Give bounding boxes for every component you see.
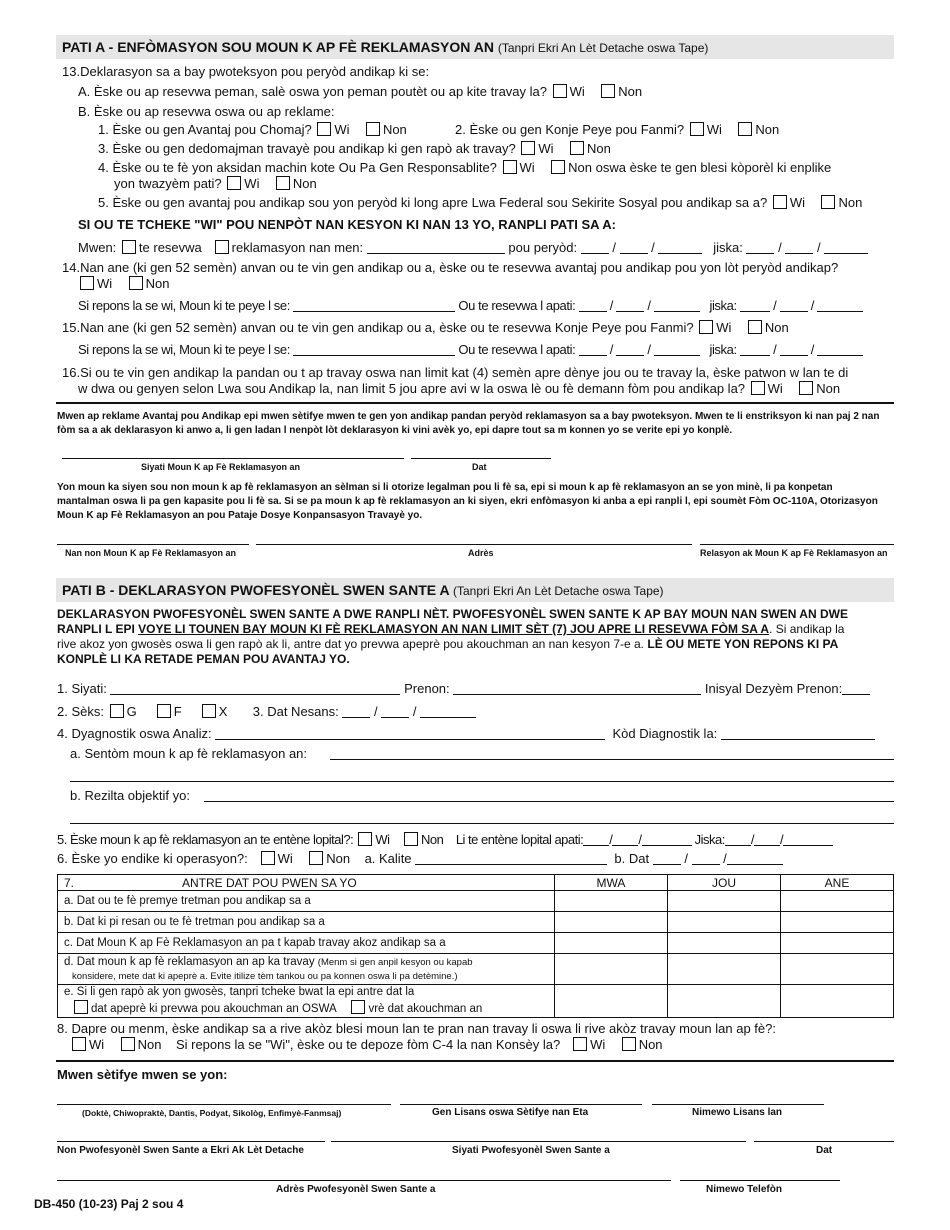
claimant-date-label: Dat	[472, 462, 487, 472]
yes-label: Wi	[277, 851, 293, 866]
row-d-label-cell	[58, 954, 555, 985]
no-label: Non	[145, 276, 170, 291]
q15-no-checkbox[interactable]	[748, 320, 762, 334]
q16-row	[78, 381, 840, 396]
authorization-text	[57, 481, 878, 523]
q13b5-yes-checkbox[interactable]	[773, 195, 787, 209]
q13b2-row	[455, 122, 779, 137]
col-jou: JOU	[668, 875, 781, 891]
q14-month-field[interactable]	[579, 299, 607, 312]
si-repons-label: Si repons la se wi, Moun ki te peye l se:	[78, 342, 290, 357]
hospital-to-year-field[interactable]	[783, 833, 833, 846]
operation-month-field[interactable]	[653, 852, 681, 865]
dob-label: 3. Dat Nesans:	[252, 704, 339, 719]
q14-year-field[interactable]	[654, 299, 700, 312]
q14-yes-checkbox[interactable]	[80, 276, 94, 290]
payer-name-field[interactable]	[367, 241, 505, 254]
hospital-from-label: Li te entène lopital apati:	[455, 832, 584, 847]
objective-findings-field-line2[interactable]	[70, 823, 894, 824]
q15-detail-row: Si repons la se wi, Moun ki te peye l se: Ou te resevwa l apati: / / jiska: / /	[78, 342, 863, 357]
q14-label: 14.Nan ane (ki gen 52 semèn) anvan ou te vin gen andikap ou a, èske ou te resevwa avantaj pou andikap pou yon lòt peryòd andikap?	[62, 260, 839, 275]
q15-to-day-field[interactable]	[780, 343, 808, 356]
col-mwa: MWA	[555, 875, 668, 891]
table-row	[58, 985, 894, 1018]
operation-date-label: b. Dat	[614, 851, 650, 866]
q13b4-cont-label: yon twazyèm pati?	[114, 176, 222, 191]
q16-label-line2: w dwa ou genyen selon Lwa sou Andikap la, nan limit 5 jou apre avi w la oswa lè ou fè demann fòm pou andikap la?	[78, 381, 746, 396]
work-injury-no-checkbox[interactable]	[121, 1037, 135, 1051]
jiska-label: jiska:	[713, 240, 743, 255]
b5-row: 5. Èske moun k ap fè reklamasyon an te entène lopital?: Wi Non Li te entène lopital apati: / / Jiska: / /	[57, 832, 833, 847]
hospital-no-checkbox[interactable]	[404, 832, 418, 846]
no-label: Non	[816, 381, 841, 396]
dob-month-field[interactable]	[342, 705, 370, 718]
license-number-line[interactable]	[652, 1104, 824, 1105]
expected-delivery-label: dat apeprè ki prevwa pou akouchman an OSWA	[91, 1003, 337, 1015]
prenon-label: Prenon:	[404, 681, 450, 696]
intro-line2a: RANPLI L EPI	[57, 622, 139, 636]
symptoms-label: a. Sentòm moun k ap fè reklamasyon an:	[70, 746, 308, 761]
ou-te-resevwa-label: Ou te resevwa l apati:	[458, 342, 576, 357]
q15-row	[62, 320, 789, 335]
q13a-no-checkbox[interactable]	[601, 84, 615, 98]
q13-label: 13.Deklarasyon sa a bay pwoteksyon pou peryòd andikap ki se:	[62, 64, 430, 79]
row-e-label: e. Si li gen rapò ak yon gwosès, tanpri tcheke bwat la epi antre dat la	[64, 986, 415, 998]
yes-label: Wi	[519, 160, 535, 175]
hospital-from-year-field[interactable]	[642, 833, 692, 846]
provider-address-label: Adrès Pwofesyonèl Swen Sante a	[276, 1184, 436, 1195]
b1-siyati-label: 1. Siyati:	[57, 681, 107, 696]
q13b3-yes-checkbox[interactable]	[521, 141, 535, 155]
q14-no-checkbox[interactable]	[129, 276, 143, 290]
no-label: Non	[292, 176, 317, 191]
q14-to-day-field[interactable]	[780, 299, 808, 312]
no-label: Non	[568, 160, 593, 175]
claimant-signature-line[interactable]	[62, 458, 404, 459]
operation-yes-checkbox[interactable]	[261, 851, 275, 865]
row-b-year-cell[interactable]	[781, 912, 894, 933]
yes-label: Wi	[97, 276, 113, 291]
q14-day-field[interactable]	[616, 299, 644, 312]
q13b2-no-checkbox[interactable]	[738, 122, 752, 136]
mwen-label: Mwen:	[78, 240, 117, 255]
symptoms-field[interactable]	[330, 759, 894, 760]
intro-line2-underlined: VOYE LI TOUNEN BAY MOUN KI FÈ REKLAMASYON AN NAN LIMIT SÈT (7) JOU APRE LI RESEVWA FÒM SA A	[138, 622, 770, 636]
provider-types-label: (Doktè, Chiwopraktè, Dantis, Podyat, Sikològ, Enfimyè-Fanmsaj)	[82, 1108, 342, 1118]
operation-no-checkbox[interactable]	[309, 851, 323, 865]
q15-to-year-field[interactable]	[817, 343, 863, 356]
no-label: Non	[586, 141, 611, 156]
q13b4-third-no-checkbox[interactable]	[276, 176, 290, 190]
q13b3-no-checkbox[interactable]	[570, 141, 584, 155]
intro-line2c: . Si andikap la	[769, 622, 845, 636]
q13b1-no-checkbox[interactable]	[366, 122, 380, 136]
intro-line4: KONPLÈ LI KA RETADE PEMAN POU AVANTAJ YO.	[57, 652, 350, 666]
provider-date-line[interactable]	[754, 1141, 894, 1142]
yes-label: Wi	[789, 195, 806, 210]
q13b4-label: 4. Èske ou te fè yon aksidan machin kote Ou Pa Gen Responsablite?	[98, 160, 497, 175]
q13-instruction: SI OU TE TCHEKE "WI" POU NENPÒT NAN KESYON KI NAN 13 YO, RANPLI PATI SA A:	[78, 217, 616, 232]
q13b4-no-checkbox[interactable]	[551, 160, 565, 174]
q7-number: 7.	[64, 875, 75, 890]
q13b2-yes-checkbox[interactable]	[690, 122, 704, 136]
work-injury-yes-checkbox[interactable]	[72, 1037, 86, 1051]
b4-row	[57, 726, 875, 741]
yes-label: Wi	[89, 1037, 105, 1052]
to-year-field[interactable]	[824, 241, 868, 254]
row-e-label-cell	[58, 985, 555, 1018]
part-a-header: PATI A - ENFÒMASYON SOU MOUN K AP FÈ REKLAMASYON AN (Tanpri Ekri An Lèt Detache oswa Tape)	[62, 39, 709, 55]
table-row	[58, 933, 894, 954]
q13b4-row	[98, 160, 831, 175]
license-state-label: Gen Lisans oswa Sètifye nan Eta	[432, 1107, 589, 1118]
yes-label: Wi	[244, 176, 260, 191]
authorization-line3: Moun K ap Fè Reklamasyon an pou Pataje Dosye Konpansasyon Travayè yo.	[57, 510, 423, 521]
c4-no-checkbox[interactable]	[622, 1037, 636, 1051]
reklamasyon-label: reklamasyon nan men:	[231, 240, 364, 255]
hospital-yes-checkbox[interactable]	[358, 832, 372, 846]
representative-address-label: Adrès	[468, 548, 494, 558]
dates-table-header	[58, 875, 894, 891]
q16-yes-checkbox[interactable]	[751, 381, 765, 395]
q13b5-no-checkbox[interactable]	[821, 195, 835, 209]
no-label: Non	[618, 84, 643, 99]
c4-yes-checkbox[interactable]	[573, 1037, 587, 1051]
form-footer: DB-450 (10-23) Paj 2 sou 4	[34, 1197, 184, 1211]
q13b4-or-label: oswa èske te gen blesi kòporèl ki enplike	[595, 160, 832, 175]
representative-relationship-line[interactable]	[700, 544, 894, 545]
row-d-note: (Menm si gen anpil kesyon ou kapab	[317, 956, 473, 968]
no-label: Non	[755, 122, 780, 137]
hospital-to-month-field[interactable]	[725, 833, 751, 846]
q15-month-field[interactable]	[579, 343, 607, 356]
from-day-field[interactable]	[620, 241, 648, 254]
q13b5-row	[98, 195, 862, 210]
yes-label: Wi	[716, 320, 732, 335]
q13b4-third-yes-checkbox[interactable]	[227, 176, 241, 190]
hospital-to-label: Jiska:	[694, 832, 725, 847]
operation-type-field[interactable]	[415, 852, 607, 865]
q14-to-month-field[interactable]	[740, 299, 770, 312]
no-label: Non	[838, 195, 863, 210]
part-a-header-band	[56, 35, 894, 59]
pou-peryod-label: pou peryòd:	[508, 240, 578, 255]
q16-label-line1: 16.Si ou te vin gen andikap la pandan ou t ap travay oswa nan limit kat (4) semèn apre dènye jou ou te travay la, èske patwon w lan te di	[62, 365, 849, 380]
sex-label: 2. Sèks:	[57, 704, 104, 719]
row-c-day-cell[interactable]	[668, 933, 781, 954]
b6-row: 6. Èske yo endike ki operasyon?: Wi Non a. Kalite b. Dat / /	[57, 851, 783, 866]
hospital-from-month-field[interactable]	[583, 833, 609, 846]
license-number-label: Nimewo Lisans lan	[692, 1107, 783, 1118]
sex-g-label: G	[126, 704, 137, 719]
yes-label: Wi	[706, 122, 722, 137]
no-label: Non	[137, 1037, 162, 1052]
q15-label: 15.Nan ane (ki gen 52 semèn) anvan ou te vin gen andikap ou a, èske ou te resevwa Konje Peye pou Fanmi?	[62, 320, 694, 335]
q15-payer-field[interactable]	[293, 343, 455, 356]
q7-title: ANTRE DAT POU PWEN SA YO	[182, 875, 357, 890]
table-row	[58, 891, 894, 912]
representative-name-label: Nan non Moun K ap Fè Reklamasyon an	[65, 548, 237, 558]
row-b-month-cell[interactable]	[555, 912, 668, 933]
q13b-label: B. Èske ou ap resevwa oswa ou ap reklame:	[78, 104, 335, 119]
to-day-field[interactable]	[785, 241, 813, 254]
row-a-day-cell[interactable]	[668, 891, 781, 912]
q14-to-year-field[interactable]	[817, 299, 863, 312]
provider-phone-label: Nimewo Telefòn	[706, 1184, 782, 1195]
b8-label: 8. Dapre ou menm, èske andikap sa a rive akòz blesi moun lan te pran nan travay li oswa li rive akòz travay moun lan ap fè?:	[57, 1021, 776, 1036]
claimant-signature-label: Siyati Moun K ap Fè Reklamasyon an	[141, 462, 301, 472]
provider-signature-label: Siyati Pwofesyonèl Swen Sante a	[452, 1145, 610, 1156]
no-label: Non	[638, 1037, 663, 1052]
row-d-day-cell[interactable]	[668, 954, 781, 985]
operation-year-field[interactable]	[727, 852, 783, 865]
from-year-field[interactable]	[658, 241, 702, 254]
part-b-header-note: (Tanpri Ekri An Lèt Detache oswa Tape)	[452, 584, 664, 598]
hospital-from-day-field[interactable]	[612, 833, 638, 846]
jiska-label: jiska:	[709, 298, 737, 313]
patient-first-name-field[interactable]	[453, 682, 701, 695]
table-row	[58, 912, 894, 933]
no-label: Non	[764, 320, 789, 335]
provider-name-label: Non Pwofesyonèl Swen Sante a Ekri Ak Lèt Detache	[57, 1145, 304, 1156]
intro-line1: DEKLARASYON PWOFESYONÈL SWEN SANTE A DWE RANPLI NÈT. PWOFESYONÈL SWEN SANTE K AP BAY MOUN NAN SWEN AN DWE	[57, 607, 848, 621]
q13b2-label: 2. Èske ou gen Konje Peye pou Fanmi?	[455, 122, 685, 137]
no-label: Non	[382, 122, 407, 137]
part-b-intro	[57, 607, 848, 667]
provider-address-line[interactable]	[57, 1180, 671, 1181]
c4-question-label: Si repons la se "Wi", èske ou te depoze fòm C-4 la nan Konsèy la?	[175, 1037, 561, 1052]
q13b5-label: 5. Èske ou gen avantaj pou andikap sou yon peryòd ki long apre Lwa Federal sou Sekirite Sosyal pou andikap sa a?	[98, 195, 768, 210]
q15-yes-checkbox[interactable]	[699, 320, 713, 334]
sex-x-label: X	[218, 704, 228, 719]
row-b-day-cell[interactable]	[668, 912, 781, 933]
license-state-line[interactable]	[400, 1104, 642, 1105]
provider-type-line[interactable]	[57, 1104, 391, 1105]
q15-year-field[interactable]	[654, 343, 700, 356]
dob-day-field[interactable]	[381, 705, 409, 718]
q15-to-month-field[interactable]	[740, 343, 770, 356]
row-a-label: a. Dat ou te fè premye tretman pou andikap sa a	[58, 891, 555, 912]
diagnosis-code-label: Kòd Diagnostik la:	[612, 726, 718, 741]
provider-phone-line[interactable]	[680, 1180, 840, 1181]
q13a-yes-checkbox[interactable]	[553, 84, 567, 98]
certification-line2: fòm sa a ak deklarasyon ki anwo a, li gen ladan l nenpòt lòt deklarasyon ki vini avèk yo, epi dapre tout sa m konnen yo se verite epi yo konplè.	[57, 425, 733, 436]
row-a-year-cell[interactable]	[781, 891, 894, 912]
sex-f-label: F	[173, 704, 182, 719]
certify-label: Mwen sètifye mwen se yon:	[57, 1067, 228, 1082]
operation-day-field[interactable]	[692, 852, 720, 865]
reklamasyon-checkbox[interactable]	[215, 240, 229, 254]
representative-name-line[interactable]	[57, 544, 249, 545]
q13b3-label: 3. Èske ou gen dedomajman travayè pou andikap ki gen rapò ak travay?	[98, 141, 516, 156]
row-d-year-cell[interactable]	[781, 954, 894, 985]
representative-relationship-label: Relasyon ak Moun K ap Fè Reklamasyon an	[700, 548, 888, 558]
q13b1-row	[98, 122, 407, 137]
hospital-label: 5. Èske moun k ap fè reklamasyon an te entène lopital?:	[57, 832, 354, 847]
provider-date-label: Dat	[816, 1145, 833, 1156]
intro-line3b: LÈ OU METE YON REPONS KI PA	[647, 637, 839, 651]
diagnosis-label: 4. Dyagnostik oswa Analiz:	[57, 726, 212, 741]
yes-label: Wi	[569, 84, 585, 99]
q13b1-label: 1. Èske ou gen Avantaj pou Chomaj?	[98, 122, 312, 137]
certification-line1: Mwen ap reklame Avantaj pou Andikap epi mwen sètifye mwen te gen yon andikap pandan peryòd reklamasyon sa a bay pwoteksyon. Mwen te li enstriksyon ki nan paj 2 nan	[57, 411, 880, 422]
te-resevwa-checkbox[interactable]	[122, 240, 136, 254]
intro-line3a: rive akoz yon gwosès oswa li gen rapò ak li, antre dat yo prevwa apeprè pou akouchman an nan kesyon 7-e a.	[57, 637, 648, 651]
middle-initial-field[interactable]	[842, 682, 870, 695]
yes-label: Wi	[334, 122, 350, 137]
b2-row: 2. Sèks: G F X 3. Dat Nesans: / /	[57, 704, 476, 719]
yes-label: Wi	[590, 1037, 606, 1052]
row-b-label: b. Dat ki pi resan ou te fè tretman pou andikap sa a	[58, 912, 555, 933]
te-resevwa-label: te resevwa	[138, 240, 202, 255]
diagnosis-field[interactable]	[215, 727, 605, 740]
row-d-note2: konsidere, mete dat ki apeprè a. Evite itilize tèm tankou ou pa konnen oswa li pa detèmine.)	[72, 970, 458, 982]
operation-label: 6. Èske yo endike ki operasyon?:	[57, 851, 248, 866]
provider-name-line[interactable]	[57, 1141, 325, 1142]
sex-g-checkbox[interactable]	[110, 704, 124, 718]
divider	[56, 1060, 894, 1062]
part-a-header-note: (Tanpri Ekri An Lèt Detache oswa Tape)	[497, 41, 709, 55]
sex-f-checkbox[interactable]	[157, 704, 171, 718]
hospital-to-day-field[interactable]	[754, 833, 780, 846]
row-d-label: d. Dat moun k ap fè reklamasyon an ap ka travay	[64, 955, 315, 968]
q14-payer-field[interactable]	[293, 299, 455, 312]
b8-row	[70, 1037, 663, 1052]
divider	[56, 402, 894, 404]
patient-last-name-field[interactable]	[110, 682, 400, 695]
to-month-field[interactable]	[746, 241, 774, 254]
symptoms-field-line2[interactable]	[70, 781, 894, 782]
actual-delivery-checkbox[interactable]	[351, 1000, 365, 1014]
authorization-line1: Yon moun ka siyen sou non moun k ap fè reklamasyon an sèlman si li otorize legalman pou li fè sa, epi si moun k ap fè reklamasyon an se yon minè, li pa konpetan	[57, 482, 833, 493]
actual-delivery-label: vrè dat akouchman an	[368, 1003, 483, 1015]
si-repons-label: Si repons la se wi, Moun ki te peye l se:	[78, 298, 290, 313]
objective-findings-label: b. Rezilta objektif yo:	[70, 788, 190, 803]
expected-delivery-checkbox[interactable]	[74, 1000, 88, 1014]
q13b4-yes-checkbox[interactable]	[503, 160, 517, 174]
representative-address-line[interactable]	[256, 544, 692, 545]
no-label: Non	[326, 851, 351, 866]
q13-detail-row: Mwen: te resevwa reklamasyon nan men: pou peryòd: / / jiska: / /	[78, 240, 868, 255]
jiska-label: jiska:	[709, 342, 737, 357]
q14-detail-row: Si repons la se wi, Moun ki te peye l se: Ou te resevwa l apati: / / jiska: / /	[78, 298, 863, 313]
q13b3-row	[98, 141, 611, 156]
q13a-row	[78, 84, 642, 99]
row-e-day-cell[interactable]	[668, 985, 781, 1018]
part-b-header-band	[56, 578, 894, 602]
objective-findings-field[interactable]	[204, 801, 894, 802]
q13a-label: A. Èske ou ap resevwa peman, salè oswa yon peman poutèt ou ap kite travay la?	[78, 84, 547, 99]
claimant-date-line[interactable]	[411, 458, 551, 459]
q13b4-cont-row	[114, 176, 317, 191]
col-ane: ANE	[781, 875, 894, 891]
b1-row	[57, 681, 870, 696]
table-row	[58, 954, 894, 985]
authorization-line2: mantalman oswa li pa gen kapasite pou li fè sa. Si se pa moun k ap fè reklamasyon an ki siyen, ekri enfòmasyon ki anba a epi ranpli l, epi soumèt Fòm OC-110A, Otorizasyon	[57, 496, 878, 507]
ou-te-resevwa-label: Ou te resevwa l apati:	[458, 298, 576, 313]
sex-x-checkbox[interactable]	[202, 704, 216, 718]
row-e-month-cell[interactable]	[555, 985, 668, 1018]
certification-text	[57, 410, 879, 438]
yes-label: Wi	[538, 141, 554, 156]
row-e-year-cell[interactable]	[781, 985, 894, 1018]
part-b-header: PATI B - DEKLARASYON PWOFESYONÈL SWEN SANTE A (Tanpri Ekri An Lèt Detache oswa Tape)	[62, 582, 664, 598]
inisyal-label: Inisyal Dezyèm Prenon:	[704, 681, 843, 696]
provider-signature-line[interactable]	[331, 1141, 746, 1142]
dates-table-title-cell	[58, 875, 555, 891]
row-c-label: c. Dat Moun K ap Fè Reklamasyon an pa t kapab travay akoz andikap sa a	[58, 933, 555, 954]
row-c-month-cell[interactable]	[555, 933, 668, 954]
diagnosis-code-field[interactable]	[721, 727, 875, 740]
dates-table	[57, 874, 894, 1018]
row-d-month-cell[interactable]	[555, 954, 668, 985]
q15-day-field[interactable]	[616, 343, 644, 356]
q14-answer-row	[78, 276, 169, 291]
no-label: Non	[421, 832, 444, 847]
from-month-field[interactable]	[581, 241, 609, 254]
q16-no-checkbox[interactable]	[799, 381, 813, 395]
dob-year-field[interactable]	[420, 705, 476, 718]
q13b1-yes-checkbox[interactable]	[317, 122, 331, 136]
yes-label: Wi	[375, 832, 390, 847]
row-a-month-cell[interactable]	[555, 891, 668, 912]
row-c-year-cell[interactable]	[781, 933, 894, 954]
yes-label: Wi	[767, 381, 783, 396]
operation-type-label: a. Kalite	[364, 851, 412, 866]
